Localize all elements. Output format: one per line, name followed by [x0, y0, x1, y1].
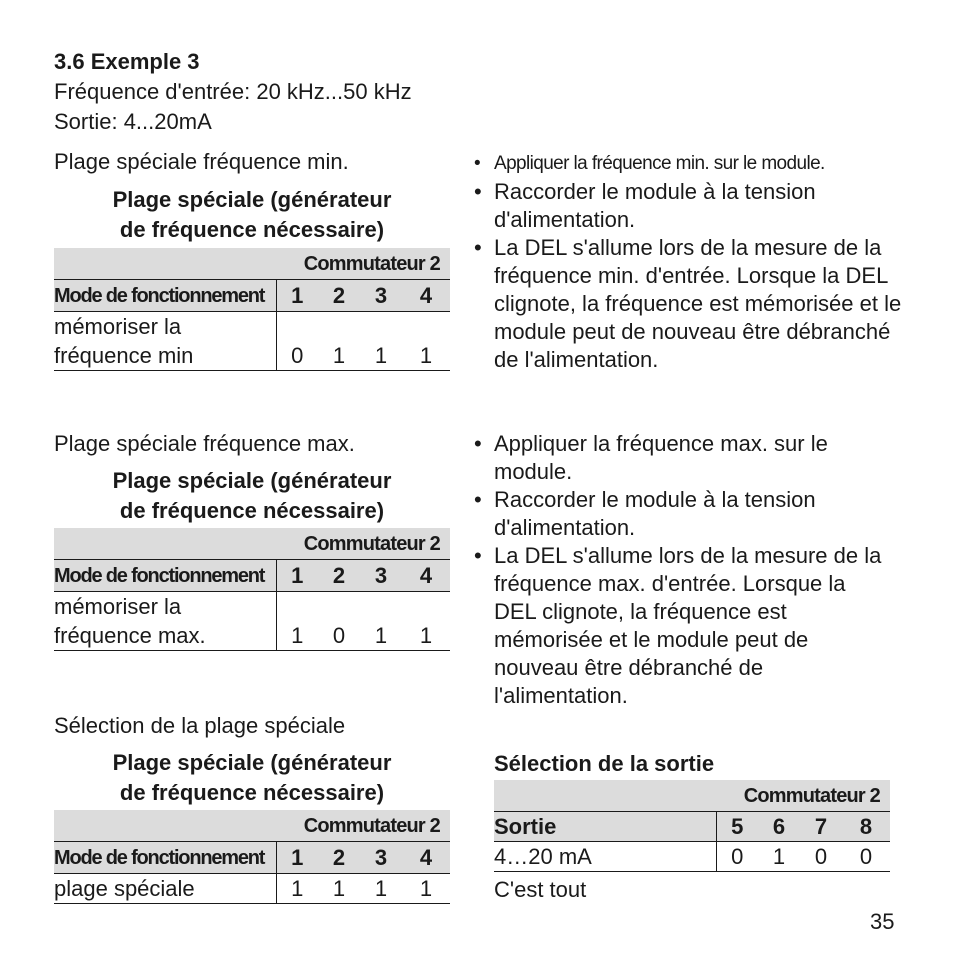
intro-output: Sortie: 4...20mA	[54, 109, 212, 134]
row-label: 4…20 mA	[494, 842, 716, 872]
output-column-header: Sortie	[494, 812, 716, 842]
switch-value: 1	[402, 341, 450, 371]
section-select-title-line2: de fréquence nécessaire)	[119, 780, 385, 805]
table-header-blank	[54, 810, 276, 842]
switch-value: 0	[800, 842, 842, 872]
section-select-label: Sélection de la plage spéciale	[54, 713, 346, 738]
list-item: • Raccorder le module à la tension d'alimentation.	[474, 178, 904, 234]
switch-number: 1	[276, 280, 318, 312]
switch-value: 1	[360, 874, 402, 904]
list-item: • Raccorder le module à la tension d'alimentation.	[474, 486, 884, 542]
switch-number: 2	[318, 280, 360, 312]
switch-number: 5	[716, 812, 758, 842]
mode-column-header: Mode de fonctionnement	[54, 565, 265, 587]
section-min-instructions	[474, 150, 904, 374]
switch-value: 1	[276, 874, 318, 904]
switch-value: 1	[318, 874, 360, 904]
switch-group-header: Commutateur 2	[303, 253, 440, 275]
switch-value: 0	[842, 842, 890, 872]
mode-column-header: Mode de fonctionnement	[54, 847, 265, 869]
list-item: • La DEL s'allume lors de la mesure de la fréquence max. d'entrée. Lorsque la DEL clignote, la fréquence est mémorisée et le module peut de nouveau être débranché de l'alimentation.	[474, 542, 884, 710]
switch-value: 1	[758, 842, 800, 872]
list-item: • Appliquer la fréquence max. sur le module.	[474, 430, 884, 486]
switch-number: 2	[318, 560, 360, 592]
switch-value: 1	[276, 621, 318, 651]
switch-value: 1	[402, 874, 450, 904]
switch-number: 8	[842, 812, 890, 842]
switch-group-header: Commutateur 2	[743, 785, 880, 807]
table-header-blank	[54, 248, 276, 280]
switch-value: 1	[318, 341, 360, 371]
switch-number: 4	[402, 560, 450, 592]
section-max-label: Plage spéciale fréquence max.	[54, 431, 355, 456]
section-heading: 3.6 Exemple 3	[54, 49, 200, 74]
switch-group-header: Commutateur 2	[303, 533, 440, 555]
switch-number: 6	[758, 812, 800, 842]
switch-number: 4	[402, 842, 450, 874]
section-min-title-line2: de fréquence nécessaire)	[119, 217, 385, 242]
table-header-blank	[54, 528, 276, 560]
switch-value: 0	[318, 621, 360, 651]
row-label: plage spéciale	[54, 874, 276, 904]
section-max-title-line1: Plage spéciale (générateur	[112, 468, 392, 493]
switch-value: 0	[716, 842, 758, 872]
section-max-title-line2: de fréquence nécessaire)	[119, 498, 385, 523]
section-max-instructions	[474, 430, 884, 710]
section-select-switch-table	[54, 810, 450, 904]
switch-value: 0	[276, 341, 318, 371]
section-select-title-line1: Plage spéciale (générateur	[112, 750, 392, 775]
output-switch-table	[494, 780, 890, 872]
closing-text: C'est tout	[494, 877, 587, 902]
switch-group-header: Commutateur 2	[303, 815, 440, 837]
switch-value: 1	[402, 621, 450, 651]
section-min-title-line1: Plage spéciale (générateur	[112, 187, 392, 212]
intro-input-frequency: Fréquence d'entrée: 20 kHz...50 kHz	[54, 79, 412, 104]
switch-value: 1	[360, 621, 402, 651]
switch-number: 4	[402, 280, 450, 312]
switch-number: 2	[318, 842, 360, 874]
row-label-line2: fréquence min	[54, 341, 276, 371]
switch-number: 3	[360, 842, 402, 874]
switch-number: 1	[276, 842, 318, 874]
switch-number: 3	[360, 280, 402, 312]
section-min-label: Plage spéciale fréquence min.	[54, 149, 349, 174]
list-item: • Appliquer la fréquence min. sur le module.	[474, 150, 904, 178]
mode-column-header: Mode de fonctionnement	[54, 285, 265, 307]
switch-number: 3	[360, 560, 402, 592]
row-label-line1: mémoriser la	[54, 312, 276, 342]
row-label-line2: fréquence max.	[54, 621, 276, 651]
section-max-switch-table	[54, 528, 450, 651]
list-item: • La DEL s'allume lors de la mesure de la fréquence min. d'entrée. Lorsque la DEL clignote, la fréquence est mémorisée et le module peut de nouveau être débranché de l'alimentation.	[474, 234, 904, 374]
section-min-switch-table	[54, 248, 450, 371]
table-header-blank	[494, 780, 716, 812]
switch-number: 7	[800, 812, 842, 842]
switch-number: 1	[276, 560, 318, 592]
switch-value: 1	[360, 341, 402, 371]
output-selection-title: Sélection de la sortie	[494, 751, 715, 776]
page-number: 35	[870, 909, 895, 934]
row-label-line1: mémoriser la	[54, 592, 276, 622]
